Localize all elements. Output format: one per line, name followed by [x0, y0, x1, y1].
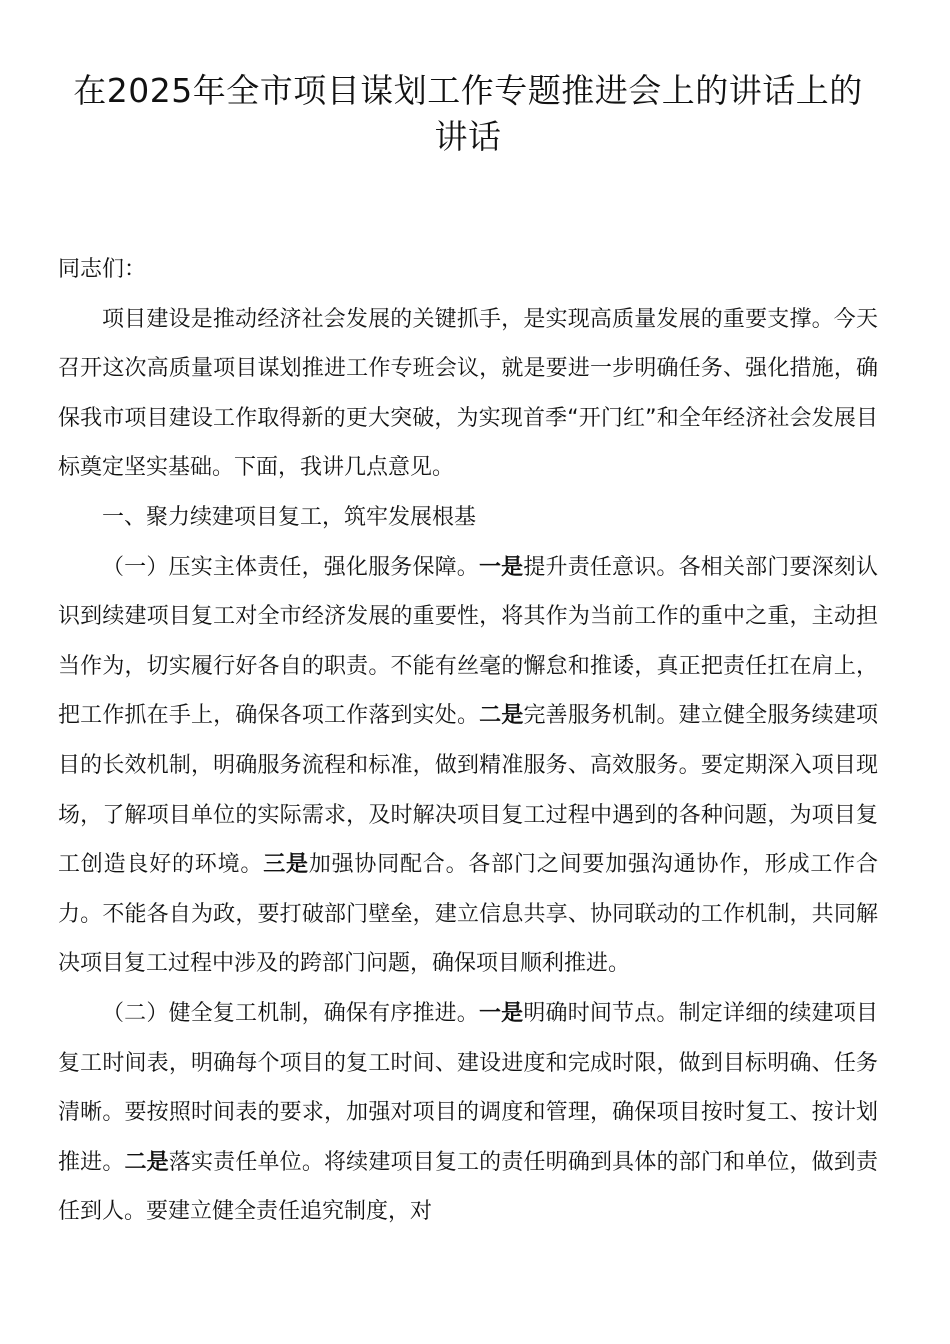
point-2-text: 完善服务机制。建立健全服务续建项目的长效机制，明确服务流程和标准，做到精准服务、高效服务。要定期深入项目现场，了解项目单位的实际需求，及时解决项目复工过程中遇到的各种问题，为项目复工创造良好的环境。	[58, 703, 878, 878]
point-1-label: 一是	[478, 1000, 524, 1026]
point-2-text: 落实责任单位。将续建项目复工的责任明确到具体的部门和单位，做到责任到人。要建立健全责任追究制度，对	[58, 1149, 878, 1225]
subsection-2-lead: （二）健全复工机制，确保有序推进。	[102, 1000, 479, 1026]
greeting: 同志们：	[58, 257, 147, 282]
subsection-1-paragraph	[58, 543, 878, 989]
point-1-label: 一是	[478, 554, 524, 580]
point-3-text: 加强协同配合。各部门之间要加强沟通协作，形成工作合力。不能各自为政，要打破部门壁垒，建立信息共享、协同联动的工作机制，共同解决项目复工过程中涉及的跨部门问题，确保项目顺利推进。	[58, 852, 878, 977]
point-2-label: 二是	[479, 703, 524, 729]
section-heading-1: 一、聚力续建项目复工，筑牢发展根基	[102, 504, 477, 530]
subsection-2-paragraph	[58, 989, 878, 1237]
point-1-text: 提升责任意识。各相关部门要深刻认识到续建项目复工对全市经济发展的重要性，将其作为当前工作的重中之重，主动担当作为，切实履行好各自的职责。不能有丝毫的懈怠和推诿，真正把责任扛在肩上，把工作抓在手上，确保各项工作落到实处。	[58, 554, 878, 729]
intro-paragraph: 项目建设是推动经济社会发展的关键抓手，是实现高质量发展的重要支撑。今天召开这次高质量项目谋划推进工作专班会议，就是要进一步明确任务、强化措施，确保我市项目建设工作取得新的更大突破，为实现首季“开门红”和全年经济社会发展目标奠定坚实基础。下面，我讲几点意见。	[58, 306, 878, 481]
point-3-label: 三是	[263, 852, 309, 878]
document-page	[58, 68, 878, 1237]
document-title: 在2025年全市项目谋划工作专题推进会上的讲话上的讲话	[73, 71, 863, 156]
point-1-text: 明确时间节点。制定详细的续建项目复工时间表，明确每个项目的复工时间、建设进度和完成时限，做到目标明确、任务清晰。要按照时间表的要求，加强对项目的调度和管理，确保项目按时复工、按计划推进。	[58, 1000, 878, 1175]
subsection-1-lead: （一）压实主体责任，强化服务保障。	[102, 554, 479, 580]
point-2-label: 二是	[124, 1149, 169, 1175]
